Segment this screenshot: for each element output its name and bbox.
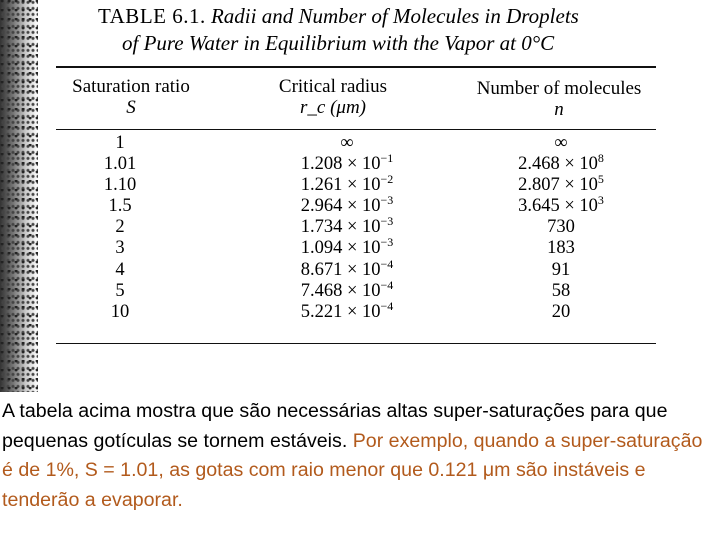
cell-critical-radius (262, 214, 432, 238)
molecules-mantissa: 58 (551, 280, 571, 301)
molecules-mantissa: 3.645 × 10 (518, 196, 598, 217)
radius-exponent: −4 (380, 277, 394, 292)
cell-saturation-ratio: 1.01 (103, 154, 137, 175)
molecules-exponent: 3 (597, 193, 604, 208)
cell-number-of-molecules (486, 260, 636, 281)
radius-exponent: −3 (380, 235, 394, 250)
column-number-of-molecules (486, 133, 636, 323)
cell-critical-radius (262, 150, 432, 175)
table-title-text: Radii and Number of Molecules in Droplets (210, 4, 579, 28)
table-top-rule (56, 66, 656, 68)
molecules-mantissa: 730 (547, 217, 575, 238)
header-symbol: S (126, 97, 136, 118)
paragraph-part2: Por exemplo, quando a super-saturação é de 1%, S = 1.01, as gotas com raio menor que 0.121 μm são instáveis e tenderão a evaporar. (2, 429, 703, 511)
cell-critical-radius (262, 193, 432, 217)
molecules-exponent: 8 (597, 150, 604, 165)
radius-mantissa: 5.221 × 10 (300, 301, 381, 322)
radius-mantissa: ∞ (340, 133, 354, 153)
radius-exponent: −4 (380, 256, 394, 271)
header-label: Critical radius (278, 76, 388, 97)
radius-mantissa: 1.208 × 10 (300, 154, 381, 175)
radius-exponent: −2 (380, 172, 394, 187)
radius-mantissa: 1.094 × 10 (300, 238, 381, 259)
header-symbol: n (554, 99, 564, 120)
cell-saturation-ratio: 3 (115, 238, 125, 259)
cell-number-of-molecules (486, 238, 636, 259)
cell-saturation-ratio: 5 (115, 280, 125, 301)
explanation-paragraph (2, 397, 718, 515)
radius-exponent: −4 (380, 298, 394, 313)
cell-number-of-molecules (486, 302, 636, 323)
cell-critical-radius (262, 256, 432, 281)
column-critical-radius (262, 133, 432, 323)
header-number-of-molecules (460, 78, 658, 120)
molecules-mantissa: 2.468 × 10 (518, 154, 598, 175)
cell-saturation-ratio: 1.10 (103, 175, 137, 196)
cell-number-of-molecules (486, 193, 636, 217)
cell-number-of-molecules (486, 281, 636, 302)
cell-number-of-molecules (486, 217, 636, 238)
molecules-mantissa: 2.807 × 10 (518, 175, 598, 196)
radius-mantissa: 8.671 × 10 (300, 259, 381, 280)
column-saturation-ratio (100, 133, 140, 323)
molecules-mantissa: 20 (551, 301, 571, 322)
radius-mantissa: 1.734 × 10 (300, 217, 381, 238)
header-critical-radius (262, 76, 404, 118)
radius-mantissa: 7.468 × 10 (300, 280, 381, 301)
table-bottom-rule (56, 343, 656, 344)
paragraph-part1: A tabela acima mostra que são necessárias altas super-saturações para que pequenas gotículas se tornem estáveis. (2, 400, 668, 452)
cell-critical-radius (262, 298, 432, 323)
molecules-mantissa: 91 (551, 259, 571, 280)
cell-saturation-ratio: 1.5 (108, 196, 132, 217)
cell-critical-radius (262, 133, 432, 154)
cell-saturation-ratio: 4 (115, 259, 125, 280)
header-symbol: r_c (μm) (300, 97, 366, 118)
cell-saturation-ratio: 2 (115, 217, 125, 238)
table-number: TABLE 6.1. (98, 4, 206, 28)
molecules-mantissa: 183 (547, 238, 575, 259)
radius-exponent: −3 (380, 214, 394, 229)
radius-mantissa: 2.964 × 10 (300, 196, 381, 217)
table-title (98, 4, 579, 28)
header-label: Saturation ratio (72, 76, 190, 97)
cell-critical-radius (262, 172, 432, 196)
radius-exponent: −1 (380, 150, 394, 165)
header-label: Number of molecules (476, 78, 642, 99)
molecules-exponent: 5 (597, 172, 604, 187)
radius-mantissa: 1.261 × 10 (300, 175, 381, 196)
cell-saturation-ratio: 10 (110, 301, 130, 322)
cell-saturation-ratio: 1 (115, 133, 125, 153)
cell-critical-radius (262, 235, 432, 259)
scan-shadow-edge (0, 0, 38, 392)
cell-number-of-molecules (486, 133, 636, 154)
table-title-line2: of Pure Water in Equilibrium with the Vapor at 0°C (122, 31, 555, 55)
molecules-mantissa: ∞ (554, 133, 568, 153)
cell-number-of-molecules (486, 150, 636, 175)
table-header-rule (56, 129, 656, 130)
cell-critical-radius (262, 277, 432, 302)
radius-exponent: −3 (380, 193, 394, 208)
header-saturation-ratio (58, 76, 204, 118)
cell-number-of-molecules (486, 172, 636, 196)
